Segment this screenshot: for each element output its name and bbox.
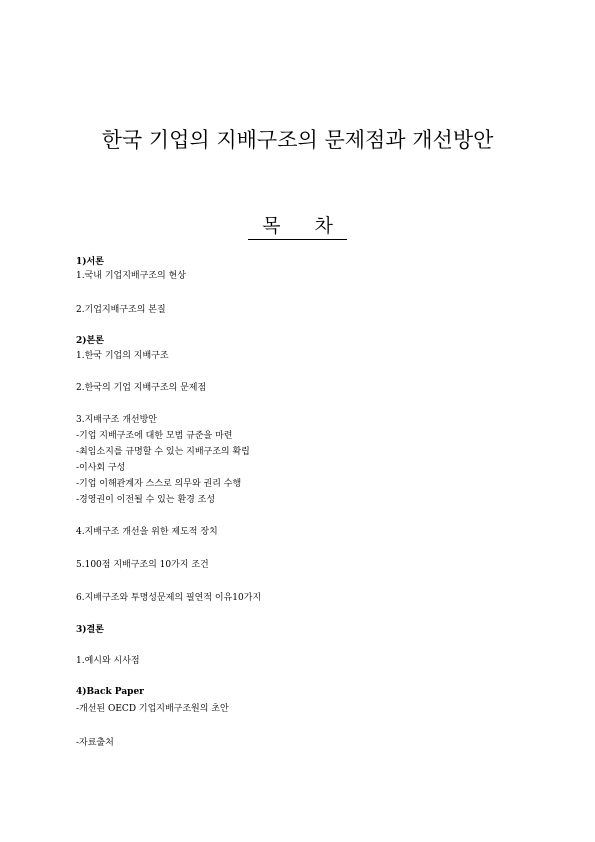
toc-subitem-body-3-1: -기업 지배구조에 대한 모범 규준을 마련 xyxy=(76,431,233,441)
document-title: 한국 기업의 지배구조의 문제점과 개선방안 xyxy=(101,128,494,152)
toc-section-body: 2)본론 xyxy=(76,336,104,346)
toc-item-body-4: 4.지배구조 개선을 위한 제도적 장치 xyxy=(76,527,218,537)
toc-item-conclusion-1: 1.예시와 시사점 xyxy=(76,656,140,666)
toc-item-body-2: 2.한국의 기업 지배구조의 문제점 xyxy=(76,383,207,393)
toc-section-intro: 1)서론 xyxy=(76,257,104,267)
toc-section-conclusion: 3)결론 xyxy=(76,625,104,635)
toc-item-body-1: 1.한국 기업의 지배구조 xyxy=(76,351,169,361)
toc-subitem-body-3-3: -이사회 구성 xyxy=(76,463,126,473)
toc-item-body-3: 3.지배구조 개선방안 xyxy=(76,415,158,425)
toc-section-back-paper: 4)Back Paper xyxy=(76,687,144,697)
toc-item-intro-2: 2.기업지배구조의 본질 xyxy=(76,305,166,315)
toc-item-body-6: 6.지배구조와 투명성문제의 필연적 이유10가지 xyxy=(76,593,262,603)
toc-item-body-5: 5.100점 지배구조의 10가지 조건 xyxy=(76,560,209,570)
toc-subitem-body-3-2: -최임소지를 규명할 수 있는 지배구조의 확립 xyxy=(76,447,250,457)
toc-item-back-paper-2: -자료출처 xyxy=(76,738,114,748)
toc-heading: 목 차 xyxy=(248,211,347,240)
toc-item-back-paper-1: -개선된 OECD 기업지배구조원의 초안 xyxy=(76,704,229,714)
toc-item-intro-1: 1.국내 기업지배구조의 현상 xyxy=(76,271,186,281)
toc-subitem-body-3-5: -경영권이 이전될 수 있는 환경 조성 xyxy=(76,495,216,505)
toc-subitem-body-3-4: -기업 이해관계자 스스로 의무와 권리 수행 xyxy=(76,479,242,489)
toc-heading-wrapper xyxy=(0,211,595,240)
